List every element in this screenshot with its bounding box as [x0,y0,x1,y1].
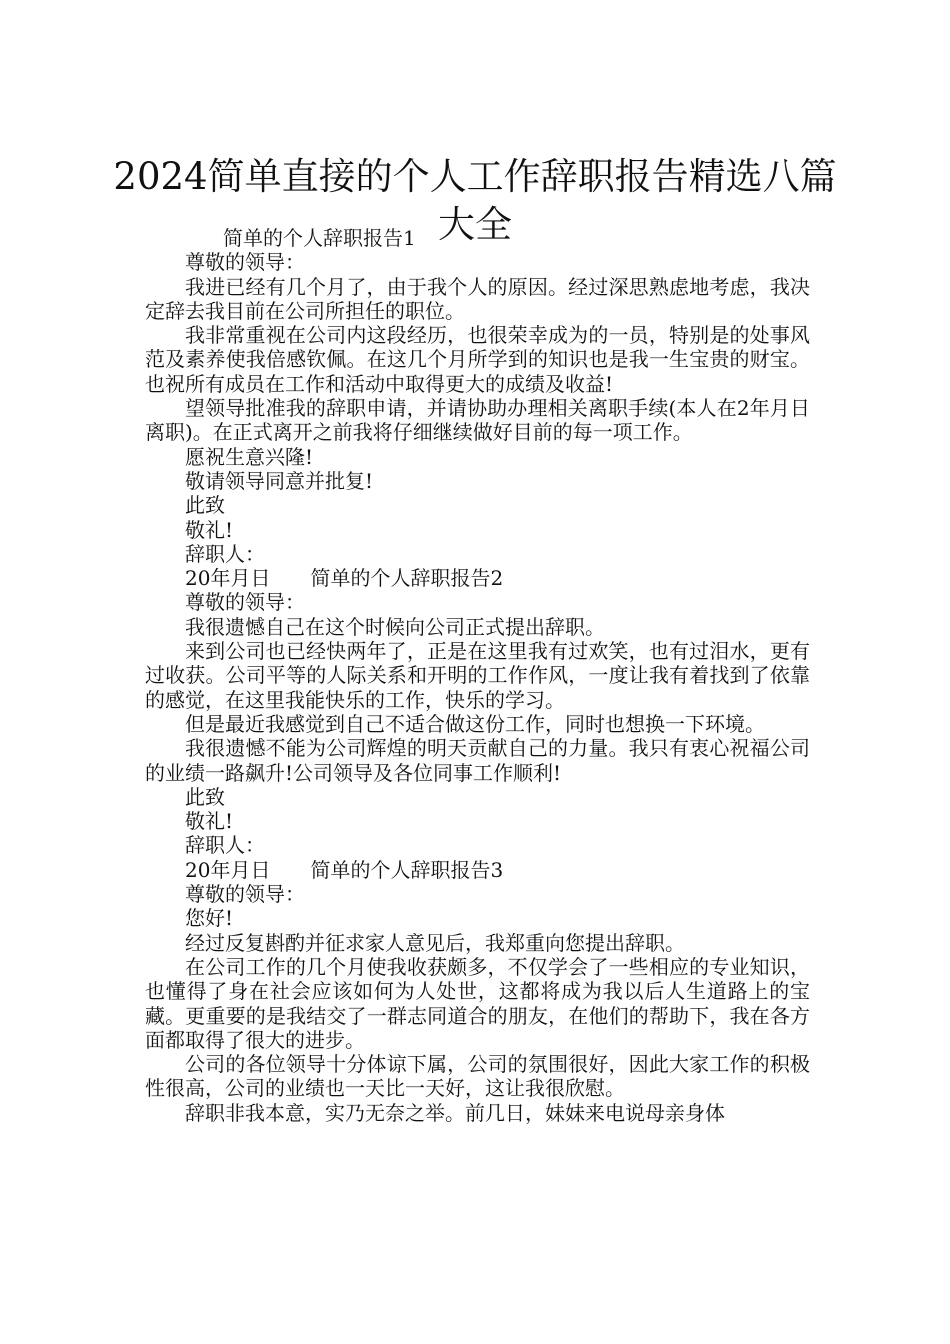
closing: 此致 [185,493,225,518]
closing: 敬礼! [185,517,234,542]
date-and-section-heading: 20年月日 简单的个人辞职报告3 [185,857,504,882]
document-body [145,226,810,1125]
paragraph: 来到公司也已经快两年了，正是在这里我有过欢笑，也有过泪水，更有过收获。公司平等的人际关系和开明的工作作风，一度让我有着找到了依靠的感觉，在这里我能快乐的工作，快乐的学习。 [145,639,810,712]
paragraph: 在公司工作的几个月使我收获颇多，不仅学会了一些相应的专业知识，也懂得了身在社会应该如何为人处世，这都将成为我以后人生道路上的宝藏。更重要的是我结交了一群志同道合的朋友，在他们的帮助下，我在各方面都取得了很大的进步。 [145,954,810,1052]
paragraph: 我进已经有几个月了，由于我个人的原因。经过深思熟虑地考虑，我决定辞去我目前在公司所担任的职位。 [145,274,810,323]
closing: 此致 [185,784,225,809]
paragraph: 公司的各位领导十分体谅下属，公司的氛围很好，因此大家工作的积极性很高，公司的业绩也一天比一天好，这让我很欣慰。 [145,1052,810,1101]
paragraph: 我很遗憾自己在这个时候向公司正式提出辞职。 [185,614,605,639]
paragraph: 辞职非我本意，实乃无奈之举。前几日，妹妹来电说母亲身体 [185,1100,725,1125]
date-and-section-heading: 20年月日 简单的个人辞职报告2 [185,566,504,591]
paragraph: 我很遗憾不能为公司辉煌的明天贡献自己的力量。我只有衷心祝福公司的业绩一路飙升!公司领导及各位同事工作顺利! [145,736,810,785]
paragraph: 愿祝生意兴隆! [185,444,314,469]
greeting: 您好! [185,906,234,931]
signature-line: 辞职人： [185,541,265,566]
salutation: 尊敬的领导： [185,250,305,275]
salutation: 尊敬的领导： [185,882,305,907]
paragraph: 敬请领导同意并批复! [185,468,374,493]
paragraph: 我非常重视在公司内这段经历，也很荣幸成为的一员，特别是的处事风范及素养使我倍感钦佩。在这几个月所学到的知识也是我一生宝贵的财宝。也祝所有成员在工作和活动中取得更大的成绩及收益! [145,323,810,396]
section-heading: 简单的个人辞职报告1 [223,226,416,250]
paragraph: 望领导批准我的辞职申请，并请协助办理相关离职手续(本人在2年月日离职)。在正式离开之前我将仔细继续做好目前的每一项工作。 [145,396,810,445]
paragraph: 但是最近我感觉到自己不适合做这份工作，同时也想换一下环境。 [185,711,765,736]
signature-line: 辞职人： [185,833,265,858]
document-title: 2024简单直接的个人工作辞职报告精选八篇大全 [113,154,837,246]
paragraph: 经过反复斟酌并征求家人意见后，我郑重向您提出辞职。 [185,930,685,955]
salutation: 尊敬的领导： [185,590,305,615]
closing: 敬礼! [185,809,234,834]
